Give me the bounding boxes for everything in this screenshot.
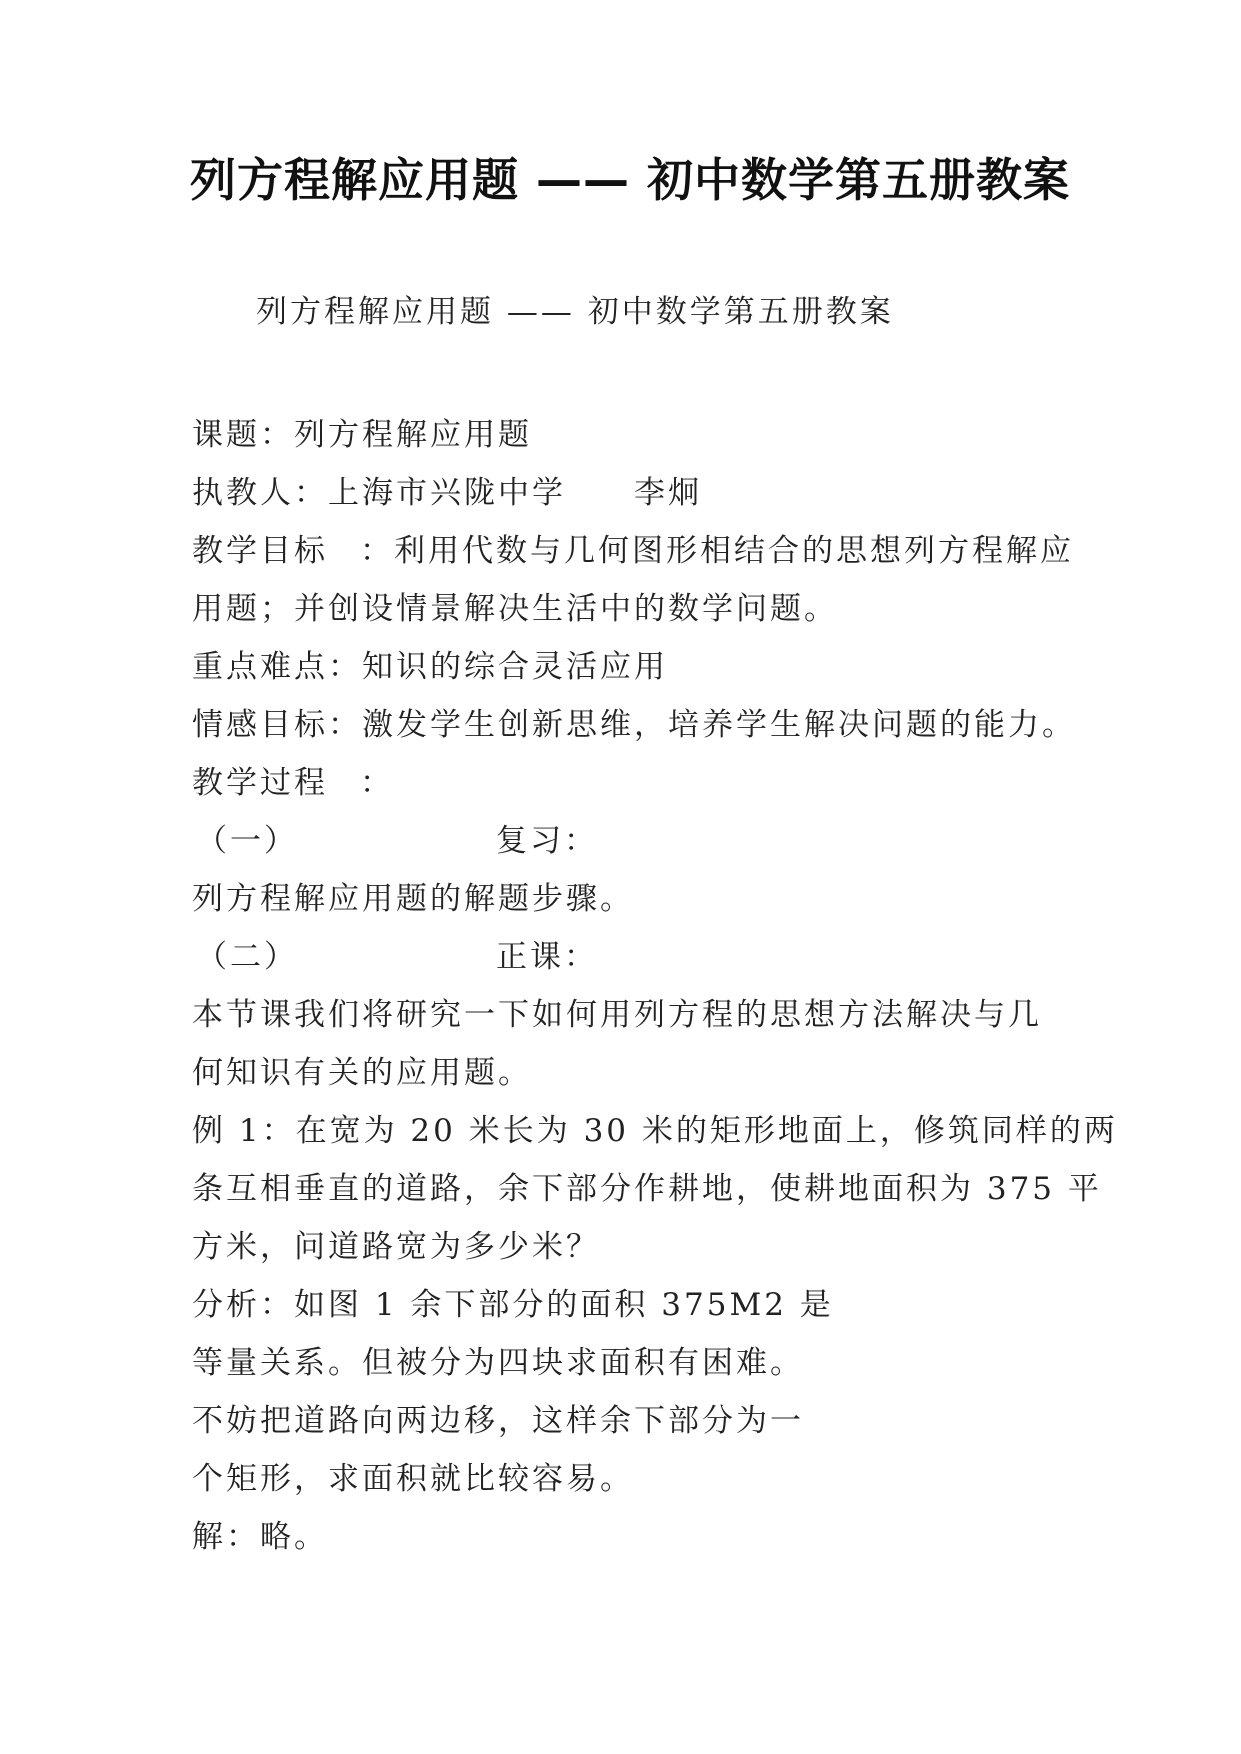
goal-value-1: ：利用代数与几何图形相结合的思想列方程解应: [360, 533, 1074, 569]
section-1-text-line: [192, 870, 1072, 928]
topic-label: 课题：: [192, 417, 294, 453]
section-1-number: （一）: [196, 823, 298, 859]
section-2-text-line-2: [192, 1044, 1072, 1102]
goal-value-2: 用题；并创设情景解决生活中的数学问题。: [192, 591, 838, 627]
goal-label: 教学目标: [192, 533, 328, 569]
section-2-heading: [192, 928, 1072, 986]
example-text-2: 条互相垂直的道路，余下部分作耕地，使耕地面积为 375 平: [192, 1171, 1102, 1207]
section-2-number: （二）: [196, 939, 298, 975]
teacher-school: 上海市兴陇中学: [328, 475, 566, 511]
section-1-heading: [192, 812, 1072, 870]
document-subtitle: 列方程解应用题 —— 初中数学第五册教案: [256, 294, 894, 330]
analysis-line-2: [192, 1334, 1072, 1392]
emotion-label: 情感目标：: [192, 707, 362, 743]
section-2-text-line-1: [192, 986, 1072, 1044]
example-line-2: [192, 1160, 1102, 1218]
document-title: 列方程解应用题 —— 初中数学第五册教案: [190, 153, 1071, 207]
analysis-line-3: [192, 1392, 1072, 1450]
topic-line: [192, 406, 1072, 464]
goal-line-2: [192, 580, 1072, 638]
focus-value: 知识的综合灵活应用: [362, 649, 668, 685]
section-1-text: 列方程解应用题的解题步骤。: [192, 881, 634, 917]
process-label: 教学过程: [192, 765, 328, 801]
example-text-3: 方米，问道路宽为多少米？: [192, 1229, 600, 1265]
analysis-line-1: [192, 1276, 1072, 1334]
example-line-3: [192, 1218, 1072, 1276]
document-body: [192, 406, 1118, 1566]
analysis-text-1: 分析：如图 1 余下部分的面积 375M2 是: [192, 1287, 834, 1323]
process-line: [192, 754, 1072, 812]
analysis-text-4: 个矩形，求面积就比较容易。: [192, 1461, 634, 1497]
section-2-text-2: 何知识有关的应用题。: [192, 1055, 532, 1091]
solution-text: 解：略。: [192, 1519, 328, 1555]
topic-value: 列方程解应用题: [294, 417, 532, 453]
section-1-title: 复习：: [496, 823, 598, 859]
teacher-label: 执教人：: [192, 475, 328, 511]
emotion-line: [192, 696, 1076, 754]
example-line-1: [192, 1102, 1118, 1160]
focus-label: 重点难点：: [192, 649, 362, 685]
teacher-line: [192, 464, 1072, 522]
analysis-line-4: [192, 1450, 1072, 1508]
section-2-text-1: 本节课我们将研究一下如何用列方程的思想方法解决与几: [192, 997, 1042, 1033]
solution-line: [192, 1508, 1072, 1566]
example-text-1: 例 1：在宽为 20 米长为 30 米的矩形地面上，修筑同样的两: [192, 1113, 1118, 1149]
emotion-value: 激发学生创新思维，培养学生解决问题的能力。: [362, 707, 1076, 743]
focus-line: [192, 638, 1072, 696]
process-colon: ：: [360, 765, 394, 801]
goal-line-1: [192, 522, 1072, 580]
analysis-text-2: 等量关系。但被分为四块求面积有困难。: [192, 1345, 804, 1381]
section-2-title: 正课：: [496, 939, 598, 975]
teacher-name: 李炯: [634, 475, 702, 511]
analysis-text-3: 不妨把道路向两边移，这样余下部分为一: [192, 1403, 804, 1439]
